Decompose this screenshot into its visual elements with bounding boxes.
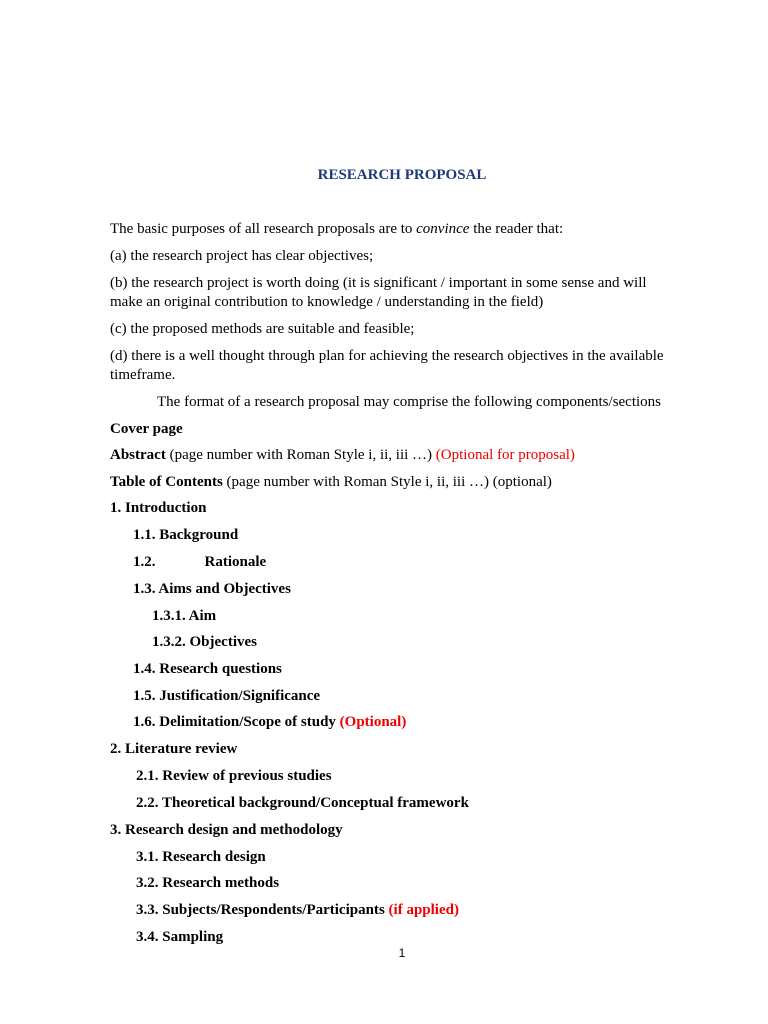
section-3-3-label: 3.3. Subjects/Respondents/Participant xyxy=(136,902,379,918)
section-1-4: 1.4. Research questions xyxy=(133,661,282,677)
toc-item xyxy=(110,473,552,492)
intro-text-end: the reader that: xyxy=(469,221,564,237)
toc-text: (page number with Roman Style i, ii, iii …) (optional) xyxy=(222,474,552,490)
abstract-item xyxy=(110,446,575,465)
intro-text-start: The basic purposes of all research proposals are to xyxy=(110,221,417,237)
abstract-text: (page number with Roman Style i, ii, iii …) xyxy=(165,447,436,463)
purpose-a: (a) the research project has clear objectives; xyxy=(110,248,374,264)
page-number: 1 xyxy=(398,946,406,960)
section-1-6-note: (Optional) xyxy=(339,714,407,730)
section-1-5: 1.5. Justification/Significance xyxy=(133,688,321,704)
section-1-3-2: 1.3.2. Objectives xyxy=(152,634,257,650)
section-3: 3. Research design and methodology xyxy=(110,822,343,838)
section-3-4: 3.4. Sampling xyxy=(136,929,224,945)
section-1: 1. Introduction xyxy=(110,500,207,516)
intro-paragraph xyxy=(110,220,563,239)
purpose-b-line1: (b) the research project is worth doing (it is significant / important in some sense and will xyxy=(110,275,647,291)
section-1-2 xyxy=(133,553,266,572)
purpose-d-line1: (d) there is a well thought through plan for achieving the research objectives in the available xyxy=(110,348,664,364)
purpose-c: (c) the proposed methods are suitable and feasible; xyxy=(110,321,415,337)
section-1-6 xyxy=(133,713,406,732)
section-3-3-note: (if applied) xyxy=(384,902,459,918)
section-3-2: 3.2. Research methods xyxy=(136,875,280,891)
section-1-3-1: 1.3.1. Aim xyxy=(152,608,217,624)
cover-page-item: Cover page xyxy=(110,421,183,437)
section-1-3: 1.3. Aims and Objectives xyxy=(133,581,291,597)
intro-emphasis: convince xyxy=(416,221,470,237)
section-3-3-suffix: s xyxy=(378,902,385,918)
abstract-label: Abstract xyxy=(110,447,166,463)
section-2-1: 2.1. Review of previous studies xyxy=(136,768,332,784)
section-2: 2. Literature review xyxy=(110,741,238,757)
toc-label: Table of Contents xyxy=(110,474,223,490)
section-1-2-label: Rationale xyxy=(204,554,267,570)
section-3-3 xyxy=(136,901,459,920)
section-2-2: 2.2. Theoretical background/Conceptual framework xyxy=(136,795,469,811)
abstract-note: (Optional for proposal) xyxy=(435,447,575,463)
format-intro: The format of a research proposal may comprise the following components/sections xyxy=(157,394,662,410)
section-1-6-label: 1.6. Delimitation/Scope of study xyxy=(133,714,340,730)
section-1-2-number: 1.2. xyxy=(133,554,156,570)
section-3-1: 3.1. Research design xyxy=(136,849,266,865)
purpose-d-line2: timeframe. xyxy=(110,367,176,383)
section-1-1: 1.1. Background xyxy=(133,527,239,543)
page-title: RESEARCH PROPOSAL xyxy=(317,167,487,183)
purpose-b-line2: make an original contribution to knowledge / understanding in the field) xyxy=(110,294,544,310)
